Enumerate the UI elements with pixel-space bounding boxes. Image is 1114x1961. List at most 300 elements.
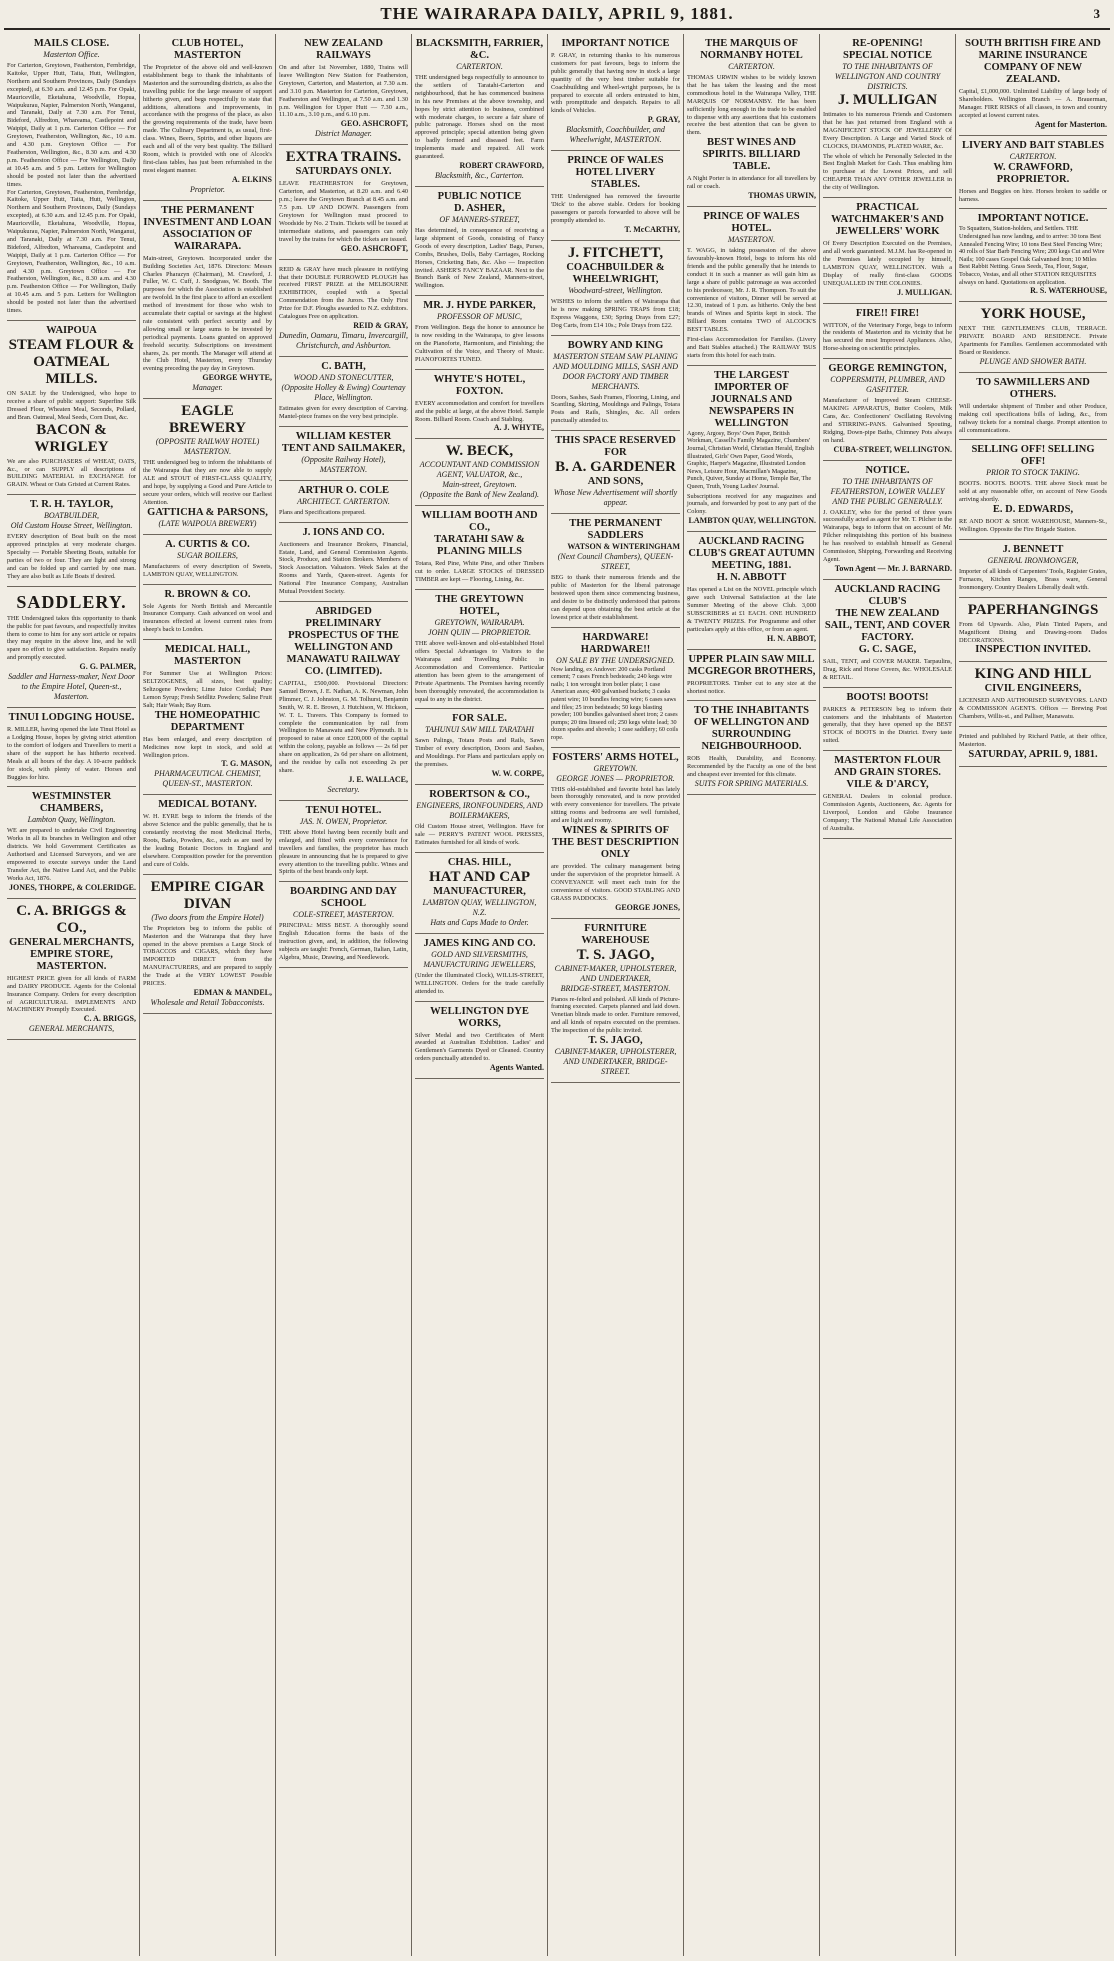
asher-subtitle: OF MANNERS-STREET, [439,214,520,224]
briggs-title: C. A. BRIGGS & CO., [16,902,127,936]
fitch-title: J. FITCHETT, [567,244,664,261]
insp-title: INSPECTION INVITED. [975,644,1091,656]
column-4 [412,34,548,1956]
sawmillers-ad [959,373,1107,441]
club-signature-role: Proprietor. [189,184,226,194]
jago-title: T. S. JAGO, [576,946,655,963]
livery-title: LIVERY AND BAIT STABLES [961,139,1105,151]
york-title: YORK HOUSE, [980,306,1086,323]
westminster-signature: JONES, THORPE, & COLERIDGE. [9,882,136,892]
fost-body: THIS old-established and favorite hotel has lately been thoroughly renovated, and is now provided with every convenience for travellers. The private sitting rooms and bedrooms are well furnished, and are light and roomy. [551,785,680,825]
abridged-body: CAPITAL, £500,000. Provisional Directors: Samuel Brown, J. E. Nathan, A. K. Newman, John Plimmer, C. J. Johnston, G. M. Tolhurst, Benjamin Smith, W. R. E. Brown, J. Hutchison, W. Hickson, W. T. L. Travers. This Company is formed to complete the communication by rail from Wellington to Manawatu and New Plymouth. It is proposed to raise at once £200,000 of the capital within the colony, payable as follows — 2s 6d per share on application, 2s 6d per share on allotment, and the residue by calls not exceeding 2s per share. [279,680,408,774]
parker-title: MR. J. HYDE PARKER, [423,300,536,312]
grey-subtitle: GREYTOWN, WAIRARAPA. [434,618,525,628]
black-body: THE undersigned begs respectfully to announce to the settlers of Taratahi-Carterton and neighbourhood, that he has commenced business in his new Premises at the above township, and hopes by strict attention to business, combined with moderate charges, to secure a fair share of public patronage. Horses shod on the most approved principle; special attention being given to badly formed and diseased feet. Farm implements made and repaired. All work guaranteed. [415,74,544,161]
bath-title: C. BATH, [321,360,366,372]
tinui-title: TINUI LODGING HOUSE. [8,712,135,724]
eagle-body: THE undersigned beg to inform the inhabitants of the Wairarapa that they are now able to supply ALE and STOUT of FIRST-CLASS QUALITY, and hope, by supplying a Good and Pure Article to secure your orders, which will receive our Earliest Attention. [143,459,272,506]
column-1 [4,34,140,1956]
perm-address: (Next Council Chambers), QUEEN-STREET, [557,552,674,572]
waipoua-mills-ad [7,321,136,495]
fitch-subtitle: COACHBUILDER & WHEELWRIGHT, [566,261,665,285]
rob-body: Old Custom House street, Wellington. Have for sale — PERRY'S PATENT WOOL PRESSES, Estimates furnished for all kinds of work. [415,823,544,846]
grey-title: THE GREYTOWN HOTEL, [435,594,524,618]
pow-livery-ad [551,151,680,241]
livery-owner: W. CRAWFORD, PROPRIETOR. [993,161,1073,185]
westminster-ad [7,787,136,898]
brown-ad [143,585,272,641]
notice6-signature: SUITS FOR SPRING MATERIALS. [694,779,809,789]
imp2-body: To Squatters, Station-holders, and Settlers. THE Undersigned has now landing, and to arrive: 30 tons Best Annealed Fencing Wire; 10 tons Best Steel Fencing Wire; 40 rolls of Star Barb Fencing Wire; 200 kegs Cut and Wire Nails; 100 cases Gospel Oak Galvanised Iron; 10 Miles Best Rabbit Netting. Grass Seeds, Tea, Flour, Sugar, Tobacco, Vestas, and all other STATION REQUISITES always on hand. Quotations on application. [959,225,1105,286]
mails-subtitle: Masterton Office. [43,50,100,59]
medical-hall-ad [143,640,272,795]
bowry-body: Doors, Sashes, Sash Frames, Flooring, Lining, and Scantling, Skirting, Mouldings and Palings, Totara Posts and Rails, Shingles, &c. All orders punctually attended to. [551,393,680,425]
waipoua-title: WAIPOUA [46,325,97,336]
permanent-saddlers-ad [551,514,680,627]
pil-title: THE PERMANENT INVESTMENT AND LOAN ASSOCIATION OF WAIRARAPA. [143,204,272,252]
sell-subtitle: PRIOR TO STOCK TAKING. [986,468,1080,478]
space-title: THIS SPACE RESERVED FOR [555,435,676,459]
empire-title: EMPIRE CIGAR DIVAN [150,878,265,912]
ions-ad [279,523,408,602]
empire-footer: Wholesale and Retail Tobacconists. [150,998,265,1007]
boarding-school-ad [279,882,408,968]
extra-body: LEAVE FEATHERSTON for Greytown, Carterton, and Masterton, at 8.20 a.m. and 6.40 p.m.; leave the Greytown Branch at 8.45 a.m. and 7.5 p.m. UP AND DOWN. Passengers from Greytown for Wellington must proceed to Woodside by No. 2 Train. Tickets will be issued at intermediate stations, and passengers can only travel by the trains for which the tickets are issued. [279,180,408,243]
boots-ad [823,688,952,752]
nzr-signature-role: District Manager. [315,129,372,139]
upper-title: UPPER PLAIN SAW MILL [688,653,815,665]
saddlery-body: THE Undersigned takes this opportunity to thank the public for past favours, and respectfully invites them to come to him for any sort article or repairs they may require in the above line, and he will spare no effort to give satisfaction. Repairs neatly and promptly executed. [7,614,136,662]
bath-subtitle: WOOD AND STONECUTTER, [293,372,394,382]
beck-address: Main-street, Greytown. [442,480,517,490]
board-body: PRINCIPAL: MISS BEST. A thoroughly sound English Education forms the basis of the instruction given, and, in addition, the following subjects are taught: French, German, Italian, Latin, Algebra, Music, Drawing, and Needlework. [279,922,408,961]
booth-body: Totara, Red Pine, White Pine, and other Timbers cut to order. LARGE STOCKS of DRESSED TIMBER are kept — Flooring, Lining, &c. [415,560,544,584]
powh-body-2: First-class Accommodation for Families. (Livery and Bait Stables attached.) The RAILWAY 'BUS starts from this hotel for each train. [687,336,816,359]
inhabitants-notice-ad [687,701,816,795]
briggs-subtitle: GENERAL MERCHANTS, [9,936,134,948]
column-2 [140,34,276,1956]
reopen-title: RE-OPENING! [852,38,923,49]
york-house-ad [959,302,1107,373]
upper-plain-ad [687,650,816,702]
hill-note: Hats and Caps Made to Order. [430,917,529,927]
rem-subtitle: COPPERSMITH, PLUMBER, AND GASFITTER. [830,375,945,395]
jago-footer: CABINET-MAKER, UPHOLSTERER, AND UNDERTAKER, BRIDGE-STREET. [554,1047,677,1077]
important-notice-ad [959,209,1107,302]
jago-signature: T. S. JAGO, [588,1035,643,1047]
nz-subtitle: G. C. SAGE, [858,643,917,655]
empire-cigar-ad [143,875,272,1014]
tenui-title: TENUI HOTEL. [305,804,382,816]
rem-title: GEORGE REMINGTON, [828,363,947,375]
paper-body: From 6d Upwards. Also, Plain Tinted Papers, and Magnificent Dining and Drawing-room Dados DECORATIONS. [959,620,1107,644]
cole-architect-ad [279,481,408,523]
powh-body: T. WAGG, in taking possession of the above favourably-known Hotel, begs to inform his old friends and the public generally that he intends to conduct it in such a manner as will gain him as large a share of public patronage as was accorded to his predecessor, Mr. J. R. Thompson. To suit the convenience of visitors, Dinner will be served at 12.30, instead of 1 p.m. as hitherto. Only the best brands of Wines and Spirits kept in stock. The Billiard Room contains TWO of ALCOCK'S BEST TABLES. [687,247,816,334]
nz-railways-ad [279,34,408,145]
pil-signature-role: Manager. [192,383,223,393]
race-signature: H. N. ABBOT, [767,633,816,643]
waipoua-body: ON SALE by the Undersigned, who hope to receive a share of public support: Superfine Silk Dressed Flour, Wheaten Meal, Seconds, Pollard, and Bran. Oatmeal, Meal Seeds, Corn Dust, &c. [7,390,136,421]
dye-signature: Agents Wanted. [489,1063,544,1073]
reopen-subtitle-2: TO THE INHABITANTS OF WELLINGTON AND COUNTRY DISTRICTS. [834,62,941,91]
column-8 [956,34,1110,1956]
extra-signature: GEO. ASHCROFT, [340,243,408,253]
permanent-investment-ad [143,201,272,400]
fost-signature: GEORGE JONES, [615,902,680,912]
fire-ad [823,304,952,360]
kester-title: WILLIAM KESTER [295,430,392,442]
sale-body: Sawn Palings, Totara Posts and Rails, Sawn Timber of every description, Doors and Sashes, and Mouldings. For Plans and particulars apply on the premises. [415,737,544,769]
norm-title: THE MARQUIS OF NORMANBY HOTEL [700,38,803,61]
furniture-warehouse-ad [551,919,680,1084]
extra-trains-ad [279,145,408,259]
saddlery-signature: G. G. PALMER, [79,662,136,672]
parker-music-ad [415,296,544,370]
abridged-signature-role: Secretary. [327,784,360,794]
whytes-signature: A. J. WHYTE, [493,423,544,433]
page-number: 3 [1093,6,1100,21]
hardware-ad [551,628,680,748]
space-note: Whose New Advertisement will shortly appear. [553,488,678,508]
column-5 [548,34,684,1956]
bennett-ad [959,540,1107,598]
livery-subtitle: CARTERTON. [1009,151,1057,161]
club-hotel-ad [143,34,272,201]
floor-body: GENERAL Dealers in colonial produce. Commission Agents, Auctioneers, &c. Agents for Liverpool, London and Globe Insurance Company; The National Mutual Life Association of Australia. [823,793,952,832]
ntc-title: NOTICE. [865,464,910,476]
for-sale-ad [415,709,544,785]
sbf-body: Capital, £1,000,000. Unlimited Liability of large body of Shareholders. Wellington Branch — A. Brauerman, Manager. FIRE RISKS of all classes, in town and country accepted at lowest current rates. [959,88,1107,119]
pil-body: Main-street, Greytown. Incorporated under the Building Societies Act, 1876. Directors: Messrs Charles Pharazyn (Chairman), M. Crawford, J. Fuller, W. C. Cuff, J. Snodgrass, W. Booth. The purposes for which the Association is established are twofold. In the first place to afford an excellent method of investment for those who wish to accumulate their capital or savings at the highest rate consistent with perfect security and by allowing small or large sums to be invested by periodical payments. Loans granted on approved freehold security. Subscriptions on investment shares, 2s. per month. The Manager will attend at the Club Hotel, Masterton, every Thursday evening preceding the pay day in Greytown. [143,254,272,373]
ward-title: E. D. EDWARDS, [992,504,1074,516]
brown-title: R. BROWN & CO. [164,588,251,600]
public-notice-ad [415,187,544,296]
kh-subtitle: CIVIL ENGINEERS, [984,683,1082,695]
ntc-subtitle: TO THE INHABITANTS OF FEATHERSTON, LOWER VALLEY AND THE PUBLIC GENERALLY. [830,476,945,506]
hill-heading: HAT AND CAP [428,868,531,885]
reid-body: REID & GRAY have much pleasure in notifying that their DOUBLE FURROWED PLOUGH has received FIRST PRIZE at the MELBOURNE EXHIBITION, coupled with a Special Commendation from the Jurors. The Only First Prize for D.F. Ploughs awarded to N.Z. exhibitors. Catalogues Free on application. [279,265,408,321]
perm-body: BEG to thank their numerous friends and the public of Masterton for the liberal patronage bestowed upon them since commencing business, and desire to be distinctly understood that patrons can depend upon obtaining the best article at the lowest price at their establishment. [551,574,680,621]
mull-title: J. MULLIGAN [837,92,938,108]
kester-address: (Opposite Railway Hotel), MASTERTON. [301,454,386,474]
race-body: Has opened a List on the NOVEL principle which gave such Universal Satisfaction at the late Summer Meeting of the above Club. 3,000 SUBSCRIBERS at £1 EACH. ONE HUNDRED & TWENTY PRIZES. For Programme and other particulars apply at this office, or from an agent. [687,586,816,633]
sail-factory-ad [823,580,952,688]
saddlery-ad [7,587,136,708]
extra-title: EXTRA TRAINS. [285,149,402,166]
taylor-body: EVERY description of Boat built on the most approved principles at very moderate charges. Specialty — Portable Sheeting Boats, suitable for parties of two or four. They are light and strong and can be folded up and carried by one man. They are also built as Life Boats if desired. [7,533,136,580]
brown-body: Sole Agents for North British and Mercantile Insurance Company. Cash advanced on wool and insurances effected at lowest current rates from sheep's back to London. [143,602,272,634]
curtis-subtitle: SUGAR BOILERS, [177,550,238,560]
hill-address: LAMBTON QUAY, WELLINGTON, N.Z. [422,897,537,917]
fost-subtitle-2: WINES & SPIRITS OF THE BEST DESCRIPTION ONLY [551,825,679,861]
fost-title: FOSTERS' ARMS HOTEL, [552,751,679,763]
beck-title: W. BECK, [445,443,514,460]
benn-title: J. BENNETT [1002,543,1064,555]
black-signature-role: Blacksmith, &c., Carterton. [435,170,524,180]
norm-signature: THOMAS URWIN, [748,191,816,201]
rob-subtitle: ENGINEERS, IRONFOUNDERS, AND BOILERMAKERS, [416,801,543,821]
reid-address: Dunedin, Oamaru, Timaru, Invercargill, Christchurch, and Ashburton. [279,330,408,350]
eagle-brewery-ad [143,399,272,534]
abridged-title: ABRIDGED PRELIMINARY PROSPECTUS OF THE WELLINGTON AND MANAWATU RAILWAY CO. (LIMITED). [286,606,401,677]
notice6-body: ROB Health, Durability, and Economy. Recommended by the Faculty as one of the best and cheapest ever invented for this climate. [687,755,816,779]
abridged-signature: J. E. WALLACE, [348,774,408,784]
whytes-hotel-ad [415,370,544,440]
space-heading: B. A. GARDENER [555,459,676,476]
medical-botany-ad [143,795,272,874]
selling-off-ad [959,440,1107,540]
curtis-ad [143,535,272,585]
jago-body: Pianos re-felted and polished. All kinds of Picture-framing executed. Carpets planned and laid down. Venetian blinds made to order. Furniture removed, and all kinds of repairs executed on the premises. The inspection of the public invited. [551,995,680,1035]
fire-title: FIRE!! FIRE! [855,307,920,319]
york-body: NEXT THE GENTLEMEN'S CLUB, TERRACE. PRIVATE BOARD AND RESIDENCE. Private Apartments for Families. Gentlemen accommodated with Board or Residence. [959,325,1107,356]
briggs-address: EMPIRE STORE, MASTERTON. [30,948,113,972]
waipoua-heading: STEAM FLOUR & OATMEAL MILLS. [8,337,135,387]
rob-title: ROBERTSON & CO., [429,789,530,801]
pow-hotel-ad [687,207,816,366]
sawm-body: Will undertake shipment of Timber and other Produce, making coil specifications bills of lading, &c., from railway tickets for a nominal charge. Prompt attention to all communications. [959,402,1107,434]
nzr-body: On and after 1st November, 1880, Trains will leave Wellington New Station for Featherston, Greytown, Carterton, and Masterton, at 7.30 a.m. and 3.10 p.m. Masterton for Carterton, Greytown, Featherston and Wellington, at 7.50 a.m. and 1.30 p.m. Wellington for Upper Hutt — 7.30 a.m., 11.10 a.m., 3.10 p.m., and 6.10 p.m. [279,64,408,119]
empire-subtitle: (Two doors from the Empire Hotel) [151,912,264,922]
taylor-title: T. R. H. TAYLOR, [29,499,114,511]
column-6 [684,34,820,1956]
gray-notice-ad [551,34,680,151]
empire-signature: EDMAN & MANDEL, [193,988,272,997]
grey-owner: JOHN QUIN — PROPRIETOR. [428,628,531,638]
reopening-ad [823,34,952,198]
benn-body: Importer of all kinds of Carpenters' Tools, Register Grates, Furnaces, Kitchen Ranges, Brass ware, General Ironmongery. Country Dealers Liberally dealt with. [959,567,1107,591]
floor-title: MASTERTON FLOUR AND GRAIN STORES. [834,755,941,779]
bowry-subtitle: MASTERTON STEAM SAW PLANING AND MOULDING MILLS, SASH AND DOOR FACTORY AND TIMBER MERCHANTS. [553,351,678,391]
king-subtitle: GOLD AND SILVERSMITHS, MANUFACTURING JEWELLERS, [423,949,536,969]
taylor-subtitle: BOATBUILDER, [43,511,100,521]
mails-title: MAILS CLOSE. [33,38,110,49]
westminster-body: WE are prepared to undertake Civil Engineering Works in all its branches in Wellington and other districts. We hold Government Certificates as Authorised and Licensed Surveyors, and we are empowered to execute surveys under the Land Transfer Act, the Native Land Act, and the Public Works Act, 1876. [7,827,136,882]
club-signature: A. ELKINS [231,174,272,184]
eagle-place: MASTERTON. [183,447,232,457]
medical-title: MEDICAL HALL, MASTERTON [164,644,251,668]
sbf-signature: Agent for Masterton. [1034,119,1107,129]
space-reserved-ad [551,431,680,514]
curtis-body: Manufacturers of every description of Sweets, LAMBTON QUAY, WELLINGTON. [143,562,272,578]
bowry-king-ad [551,336,680,432]
hill-hat-ad [415,853,544,934]
briggs-ad [7,899,136,1041]
masthead-rule [4,28,1110,30]
saddlery-title: SADDLERY. [16,591,127,612]
pow-signature: T. McCARTHY, [624,224,680,234]
cole-title: ARTHUR O. COLE [298,484,389,496]
club-body: The Proprietor of the above old and well-known establishment begs to thank the inhabitants of Masterton and the surrounding districts, as also the travelling public for the large measure of support hitherto given, and begs respectfully to state that additions, alterations and improvements, in accordance with the progress of the place, as also the growing requirements of the trade, have been made. The Culinary Department is, as usual, first-class. Wines, Beers, Spirits, and other liquors are each and all of the very best quality. The Billiard Room, which is provided with one of Alcock's first-class tables, has just been refurnished in the most elegant manner. [143,64,272,174]
fost-owner: GEORGE JONES — PROPRIETOR. [556,773,675,783]
black-subtitle: CARTERTON. [456,62,503,71]
reid-gray-ad [279,260,408,357]
taylor-boatbuilder-ad [7,495,136,586]
bacon-wrigley-title: BACON & WRIGLEY [34,421,109,455]
medical-body: For Summer Use at Wellington Prices: SELTZOGENES, all sizes, best quality; Seltzogene Powders; Lime Juice Cordial; Pure Lemon Syrup; Fresh Seidlitz Powders; Saline Fruit Salt; Hair Wash; Bay Rum. [143,670,272,709]
hill-subtitle: MANUFACTURER, [433,885,526,897]
cole-body: Plans and Specifications prepared. [279,508,366,516]
kester-ad [279,427,408,481]
westminster-title: WESTMINSTER CHAMBERS, [31,791,112,815]
ions-body: Auctioneers and Insurance Brokers, Financial, Estate, Land, and General Commission Agents. Stock, Produce, and Station Brokers. Members of Stock Association. Valuators. Week Sales at the Rooms and Yards, Queen-street. Agents for National Fire Insurance Company, Australian Mutual Provident Society. [279,540,408,596]
norm-subtitle: CARTERTON. [728,62,775,71]
ntc-signature: Town Agent — Mr. J. BARNARD. [834,563,952,573]
paper-title: PAPERHANGINGS [967,601,1099,618]
tenui-body: THE above Hotel having been recently built and enlarged, and fitted with every convenience for travellers and families, the proprietor has much pleasure in announcing that he is prepared to give every attention to the travelling public. Wines and Spirits of the best brands only kept. [279,828,408,876]
bacon-body: We are also PURCHASERS of WHEAT, OATS, &c., or can SUPPLY all descriptions of BUILDING MATERIAL in EXCHANGE for GRAIN. Wheat or Oats Gristed at Current Rates. [7,457,136,489]
dye-works-ad [415,1002,544,1080]
asher-name: D. ASHER, [453,202,506,214]
king-title: JAMES KING AND CO. [423,937,536,949]
hard-subtitle: ON SALE BY THE UNDERSIGNED. [556,655,675,665]
notice-title: PUBLIC NOTICE [437,190,522,202]
livery-body: Horses and Buggies on hire. Horses broken to saddle or harness. [959,187,1107,203]
column-7 [820,34,956,1956]
jago-address: BRIDGE-STREET, MASTERTON. [560,983,671,993]
nz-title: THE NEW ZEALAND SAIL, TENT, AND COVER FACTORY. [824,607,951,643]
nzr-signature: GEO. ASHCROFT, [340,119,408,129]
fost-subtitle: GREYTOWN. [593,763,638,773]
briggs-footer: GENERAL MERCHANTS, [28,1024,115,1034]
masthead-title: THE WAIRARAPA DAILY, APRIL 9, 1881. [380,4,734,23]
race-title: AUCKLAND RACING CLUB'S GREAT AUTUMN MEETING, 1881. [688,536,815,572]
bath-body: Estimates given for every description of Carving. Mantel-piece frames on the very best principle. [279,404,408,420]
homeo-body: Has been enlarged, and every description of Medicines now kept in stock, and sold at Wellington prices. [143,735,272,759]
column-3 [276,34,412,1956]
black-signature: ROBERT CRAWFORD, [459,160,544,170]
sol-title: AUCKLAND RACING CLUB'S [834,583,941,607]
pil-signature: GEORGE WHYTE, [202,373,272,383]
normanby-hotel-ad [687,34,816,207]
briggs-body: HIGHEST PRICE given for all kinds of FARM and DAIRY PRODUCE. Agents for the Colonial Insurance Company. Orders for every description of AGRICULTURAL IMPLEMENTS AND MACHINERY Promptly Executed. [7,974,136,1014]
parker-subtitle: PROFESSOR OF MUSIC, [436,312,523,322]
homeo-subtitle: PHARMACEUTICAL CHEMIST, QUEEN-ST., MASTERTON. [154,769,261,789]
lamb-note: Subscriptions received for any magazines and journals, and forwarded by post to any part of the Colony. [687,492,816,516]
briggs-signature: C. A. BRIGGS, [83,1014,136,1024]
whytes-title: WHYTE'S HOTEL, FOXTON. [433,373,526,397]
eagle-subtitle: (OPPOSITE RAILWAY HOTEL) [155,437,260,447]
powh-title: PRINCE OF WALES HOTEL. [703,211,800,235]
parker-body: From Wellington. Begs the honor to announce he is now residing in the Wairarapa, to give lessons on the Pianoforte, Harmonium, and Finishing; the Cultivation of the Voice, and Theory of Music. PIANOFORTES TUNED. [415,324,544,363]
watchmakers-ad [823,198,952,303]
watch-signature: J. MULLIGAN. [897,287,952,297]
ward-body: RE AND BOOT & SHOE WAREHOUSE, Manners-St., Wellington. Opposite the Fire Brigade Station. [959,518,1107,534]
homeo-title: THE HOMEOPATHIC DEPARTMENT [154,709,261,733]
columns [4,34,1110,1956]
boots-body: PARKES & PETERSON beg to inform their customers and the inhabitants of Masterton generally, that they have opened up the BEST STOCK of BOOTS in the District. Every taste suited. [823,705,952,745]
sale-signature: W. W. CORPE, [491,769,544,779]
gray-signature: P. GRAY, [647,115,680,125]
floor-subtitle: VILE & D'ARCY, [846,779,929,791]
perm-signature: WATSON & WINTERINGHAM [567,542,680,552]
asher-body: Has determined, in consequence of receiving a large shipment of Goods, consisting of Fancy Goods of every description, Ladies' Bags, Purses, Combs, Brushes, Dolls, Baby Carriages, Rocking Horses, Cricketing Bats, &c. Also — Inspection invited. ASHER'S FANCY BAZAAR. Next to the Branch Bank of New Zealand, Manners-street, Wellington. [415,226,544,290]
hard-list: Now landing, ex Andover: 200 casks Portland cement; 7 cases French bedsteads; 240 kegs wire nails; 1 ton wrought iron boiler plate; 1 case American axes; 400 galvanised buckets; 3 casks patent wire; 10 bundles fencing wire; 6 cases saws and files; 25 iron bedsteads; 50 kegs blasting powder; 100 bundles galvanised sheet iron; 2 cases pumps; 20 tins linseed oil; 250 kegs white lead; 30 dozen spades and shovels; 1 case saddlery; 60 coils rope. [551,665,679,741]
king-jewellers-ad [415,934,544,1002]
imprint [959,727,1107,767]
sale-subtitle: TAHUNUI SAW MILL TARATAHI [425,725,534,735]
notice6-title: TO THE INHABITANTS OF WELLINGTON AND SURROUNDING NEIGHBOURHOOD. [693,705,810,753]
ions-title: J. IONS AND CO. [302,526,385,538]
sbf-title: SOUTH BRITISH FIRE AND MARINE INSURANCE COMPANY OF NEW ZEALAND. [965,38,1101,85]
black-title: BLACKSMITH, FARRIER, &C. [415,38,544,61]
king-body: (Under the Illuminated Clock), WILLIS-STREET, WELLINGTON. Orders for the trade carefully attended to. [415,971,544,995]
upper-body: PROPRIETORS. Timber cut to any size at the shortest notice. [687,679,816,695]
powh-subtitle: MASTERTON. [727,235,776,245]
booth-subtitle: TARATAHI SAW & PLANING MILLS [434,534,525,558]
norm-body-2: A Night Porter is in attendance for all travellers by rail or coach. [687,175,816,191]
oakley-notice-ad [823,461,952,580]
watch-title: PRACTICAL WATCHMAKER'S AND JEWELLERS' WORK [831,202,944,238]
cole-subtitle: ARCHITECT. CARTERTON. [297,496,390,506]
westminster-subtitle: Lambton Quay, Wellington. [27,815,116,825]
fitchett-ad [551,241,680,336]
imprint-text: Printed and published by Richard Pattle, at their office, Masterton. [959,733,1107,749]
norm-body: THOMAS URWIN wishes to be widely known that he has taken the leasing and the most commodious hotel in the Wairarapa Valley, THE MARQUIS OF NORMANBY. He has been sufficiently long enough in the trade to be enabled to dispense with any assertions that his customers receive the best attention that can be given to them. [687,74,816,137]
benn-subtitle: GENERAL IRONMONGER, [987,555,1079,565]
space-subtitle: AND SONS, [587,476,644,488]
boots-title: BOOTS! BOOTS! [846,691,929,703]
tinui-lodging-ad [7,708,136,787]
fire-body: WITTON, of the Veterinary Forge, begs to inform the residents of Masterton and its vicinity that he has secured the most Improved Appliances. Also, Horse-shoeing on scientific principles. [823,321,952,353]
board-subtitle: COLE-STREET, MASTERTON. [292,910,395,920]
tenui-owner: JAS. N. OWEN, Proprietor. [299,816,388,826]
sell-title: SELLING OFF! SELLING OFF! [971,444,1095,468]
botany-body: W. H. EYRE begs to inform the friends of the above Science and the public generally, that he is constantly receiving the most Medicinal Herbs, Roots, Barks, Powders, &c., such as are used by the leading Botanic Doctors in England and elsewhere. Composition powder for the prevention and cure of Colds. [143,813,272,868]
mull-body-2: The whole of which he Personally Selected in the Best English Market for Cash. Thus enabling him to purchase at the Lowest Prices, and sell CHEAPER THAN ANY OTHER JEWELLER in the city of Wellington. [823,152,952,192]
sawm-title: TO SAWMILLERS AND OTHERS. [976,376,1090,400]
kh-body: LICENSED AND AUTHORISED SURVEYORS. LAND & COMMISSION AGENTS. Offices — Brewing Post Chambers, Willis-st., and Palliser, Manawatu. [959,697,1107,721]
tinui-body: R. MILLER, having opened the late Tinui Hotel as a Lodging House, hopes by giving strict attention to the comfort of lodgers and Travellers to merit a share of the support he has hitherto received. Meals at all hours of the day. A 10-acre paddock for stock, with plenty of water. Horses and Buggies for hire. [7,726,136,781]
livery-stables-ad [959,136,1107,210]
lamb-title: THE LARGEST IMPORTER OF JOURNALS AND NEWSPAPERS IN WELLINGTON [708,369,795,429]
beck-ad [415,439,544,506]
watch-body: Of Every Description Executed on the Premises, and all work guaranteed. M.J.M. has Re-opened in the Premises lately occupied by himself, LAMBTON QUAY, WELLINGTON. With a Display of really first-class GOODS UNEQUALLED IN THE COLONIES. [823,240,952,287]
imp2-signature: R. S. WATERHOUSE, [1030,286,1107,296]
south-british-ad [959,34,1107,136]
mull-body: Intimates to his numerous Friends and Customers that he has just returned from England with a MAGNIFICENT STOCK OF JEWELLERY Of Every Description. A Large and Varied Stock of CLOCKS, DIAMONDS, PLATED WARE, &c. [823,111,952,150]
robertson-ad [415,785,544,853]
club-title: CLUB HOTEL, MASTERTON [171,38,244,61]
racing-club-ad [687,532,816,649]
kh-title: KING AND HILL [974,666,1092,683]
upper-subtitle: MCGREGOR BROTHERS, [687,665,816,677]
bath-ad [279,357,408,427]
imp2-title: IMPORTANT NOTICE. [977,213,1089,225]
gray-body: P. GRAY, in returning thanks to his numerous customers for past favours, begs to inform the public generally that having now in stock a large quantity of the very best timber suitable for Coachbuilding and Wheel-wright purposes, he is prepared to execute all orders entrusted to him, with promptitude and despatch. Repairs to all kinds of Vehicles. [551,52,680,115]
hard-title: HARDWARE! HARDWARE!! [580,631,651,655]
gatticha-subtitle: (LATE WAIPOUA BREWERY) [158,518,257,528]
imprint-date: SATURDAY, APRIL 9, 1881. [968,748,1098,760]
eagle-title: EAGLE BREWERY [169,403,246,437]
flour-grain-ad [823,751,952,839]
homeo-signature: T. G. MASON, [221,759,272,769]
mails-body: For Carterton, Greytown, Featherston, Fernbridge, Kaitoke, Upper Hutt, Taita, Hutt, Wellington, Northern and Southern Provinces, Daily (Sundays excepted), at 6.30 a.m. and 12.45 p.m. For Opaki, Mauriceville, Eketahuna, Woodville, Hopua, Waipukurau, Napier, Palmerston North, Wanganui, and Taranaki, Daily at 7.30 a.m. For Tenui, Bideford, Alfredton, Whareama, Castlepoint and Waipipi, Daily at 1 p.m. Carterton Office — For Greytown, Featherston, Wellington, &c., 10 a.m. and 4.30 p.m. Greytown Office — For Featherston, Wellington, &c., 8.30 a.m. and 4.30 p.m. Featherston Office — For Wellington, Daily at 10.45 a.m. and 5 p.m. Letters for Wellington should be posted not later than the advertised times. [7,62,136,188]
tenui-hotel-ad [279,801,408,882]
bowry-title: BOWRY AND KING [567,339,664,351]
nz-body: SAIL, TENT, and COVER MAKER. Tarpaulins, Drag, Rick and Horse Covers, &c. WHOLESALE & RETAIL. [823,657,952,681]
extra-subtitle: SATURDAYS ONLY. [295,166,392,178]
norm-subtitle-2: BEST WINES AND SPIRITS. BILLIARD TABLE. [702,137,801,173]
booth-ad [415,506,544,590]
reid-signature: REID & GRAY, [353,320,408,330]
gray-signature-role: Blacksmith, Coachbuilder, and Wheelwright, MASTERTON. [566,125,665,145]
mails-close-notice [7,34,136,321]
sale-title: FOR SALE. [452,713,507,725]
saddlery-address: Saddler and Harness-maker, Next Door to the Empire Hotel, Queen-st., Masterton. [8,672,135,702]
ntc-body: J. OAKLEY, who for the period of three years successfully acted as agent for Mr. T. Pilcher in the Wairarapa, begs to inform that on account of Mr. Pilcher relinquishing this portion of his business he has resolved to establish himself as General Commission, Shipping, Forwarding and Receiving Agent. [823,508,952,563]
grey-body: THE above well-known and old-established Hotel offers Special Advantages to Visitors to the Wairarapa and Travelling Public in Accommodation and Convenience. Particular attention has been given to the arrangement of Private Apartments. The Premises having recently been thoroughly renovated, the accommodation is equal to any in the district. [415,640,544,703]
